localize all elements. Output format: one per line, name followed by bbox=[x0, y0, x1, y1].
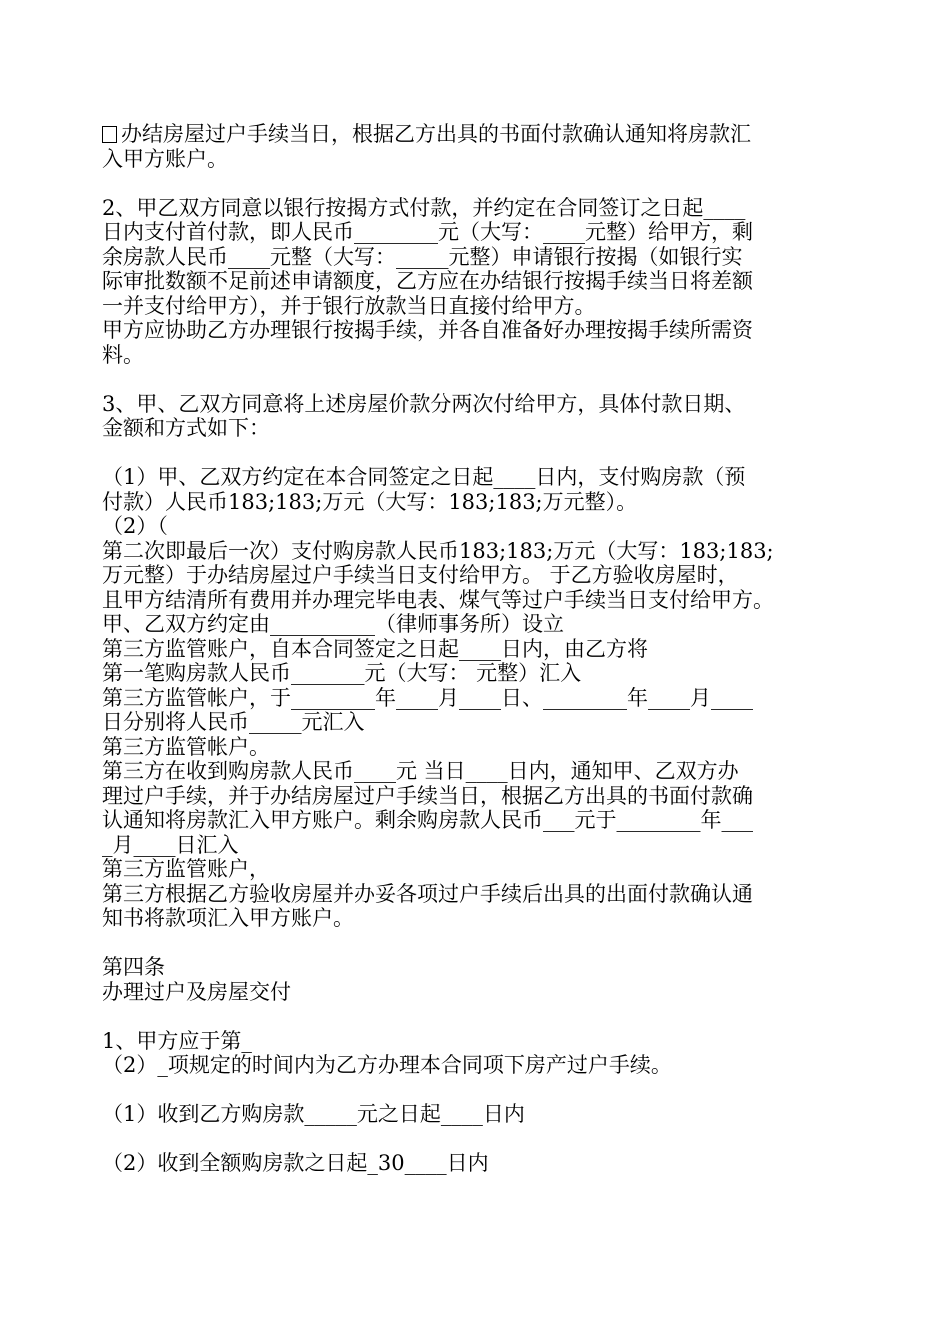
text-line: 2、甲乙双方同意以银行按揭方式付款，并约定在合同签订之日起____ bbox=[102, 195, 746, 220]
text-line: 第三方监管帐户，于________年____月____日、________年____月____ bbox=[102, 685, 753, 710]
text-line: 第二次即最后一次）支付购房款人民币183;183;万元（大写：183;183; bbox=[102, 538, 774, 563]
text-line: 3、甲、乙双方同意将上述房屋价款分两次付给甲方，具体付款日期、 bbox=[102, 391, 746, 416]
text-line: 第三方在收到购房款人民币____元 当日____日内，通知甲、乙双方办 bbox=[102, 759, 739, 783]
document-body bbox=[102, 122, 854, 1176]
text-line: 日分别将人民币_____元汇入 bbox=[102, 710, 365, 734]
text-line: 且甲方结清所有费用并办理完毕电表、煤气等过户手续当日支付给甲方。 bbox=[102, 587, 774, 612]
text-line: 日内支付首付款，即人民币________元（大写：____元整）给甲方，剩 bbox=[102, 220, 753, 244]
text-line: 第三方监管帐户。 bbox=[102, 734, 270, 759]
paragraph-gap bbox=[102, 1078, 854, 1103]
text-line: 甲、乙双方约定由__________（律师事务所）设立 bbox=[102, 612, 564, 636]
text-line: 理过户手续，并于办结房屋过户手续当日，根据乙方出具的书面付款确 bbox=[102, 783, 753, 808]
section-title: 办理过户及房屋交付 bbox=[102, 979, 291, 1004]
text-line: 1、甲方应于第_ bbox=[102, 1028, 252, 1053]
text-line: 金额和方式如下： bbox=[102, 416, 270, 440]
section-heading: 第四条 bbox=[102, 955, 165, 979]
text-line: 付款）人民币183;183;万元（大写：183;183;万元整）。 bbox=[102, 489, 638, 514]
text-line: （2）（ bbox=[102, 514, 168, 538]
checkbox-icon bbox=[102, 126, 117, 143]
text-line bbox=[102, 122, 854, 147]
text-line: 认通知将房款汇入甲方账户。剩余购房款人民币___元于________年___ bbox=[102, 808, 753, 832]
text-line: 际审批数额不足前述申请额度，乙方应在办结银行按揭手续当日将差额 bbox=[102, 269, 753, 293]
text-line-content: 办结房屋过户手续当日，根据乙方出具的书面付款确认通知将房款汇 bbox=[121, 122, 751, 146]
text-line: 余房款人民币____元整（大写：_____元整）申请银行按揭（如银行实 bbox=[102, 244, 743, 269]
text-line: 万元整）于办结房屋过户手续当日支付给甲方。 于乙方验收房屋时， bbox=[102, 563, 739, 587]
text-line: 第一笔购房款人民币_______元（大写： 元整）汇入 bbox=[102, 661, 582, 685]
paragraph-gap bbox=[102, 1004, 854, 1029]
text-line: （1）甲、乙双方约定在本合同签定之日起____日内，支付购房款（预 bbox=[102, 465, 746, 489]
text-line: 第三方根据乙方验收房屋并办妥各项过户手续后出具的出面付款确认通 bbox=[102, 881, 753, 906]
text-line: _月____日汇入 bbox=[102, 832, 239, 857]
text-line: （2）_项规定的时间内为乙方办理本合同项下房产过户手续。 bbox=[102, 1053, 672, 1077]
text-line: （2）收到全额购房款之日起_30____日内 bbox=[102, 1151, 489, 1175]
text-line: 料。 bbox=[102, 342, 144, 367]
text-line: 入甲方账户。 bbox=[102, 146, 228, 171]
text-line: 第三方监管账户，自本合同签定之日起____日内，由乙方将 bbox=[102, 636, 648, 661]
text-line: （1）收到乙方购房款_____元之日起____日内 bbox=[102, 1102, 525, 1126]
paragraph-gap bbox=[102, 931, 854, 956]
paragraph-gap bbox=[102, 441, 854, 466]
text-line: 甲方应协助乙方办理银行按揭手续，并各自准备好办理按揭手续所需资 bbox=[102, 318, 753, 342]
paragraph-gap bbox=[102, 171, 854, 196]
text-line: 第三方监管账户， bbox=[102, 857, 270, 881]
paragraph-gap bbox=[102, 367, 854, 392]
text-line: 知书将款项汇入甲方账户。 bbox=[102, 906, 354, 930]
text-line: 一并支付给甲方），并于银行放款当日直接付给甲方。 bbox=[102, 293, 596, 318]
paragraph-gap bbox=[102, 1127, 854, 1152]
